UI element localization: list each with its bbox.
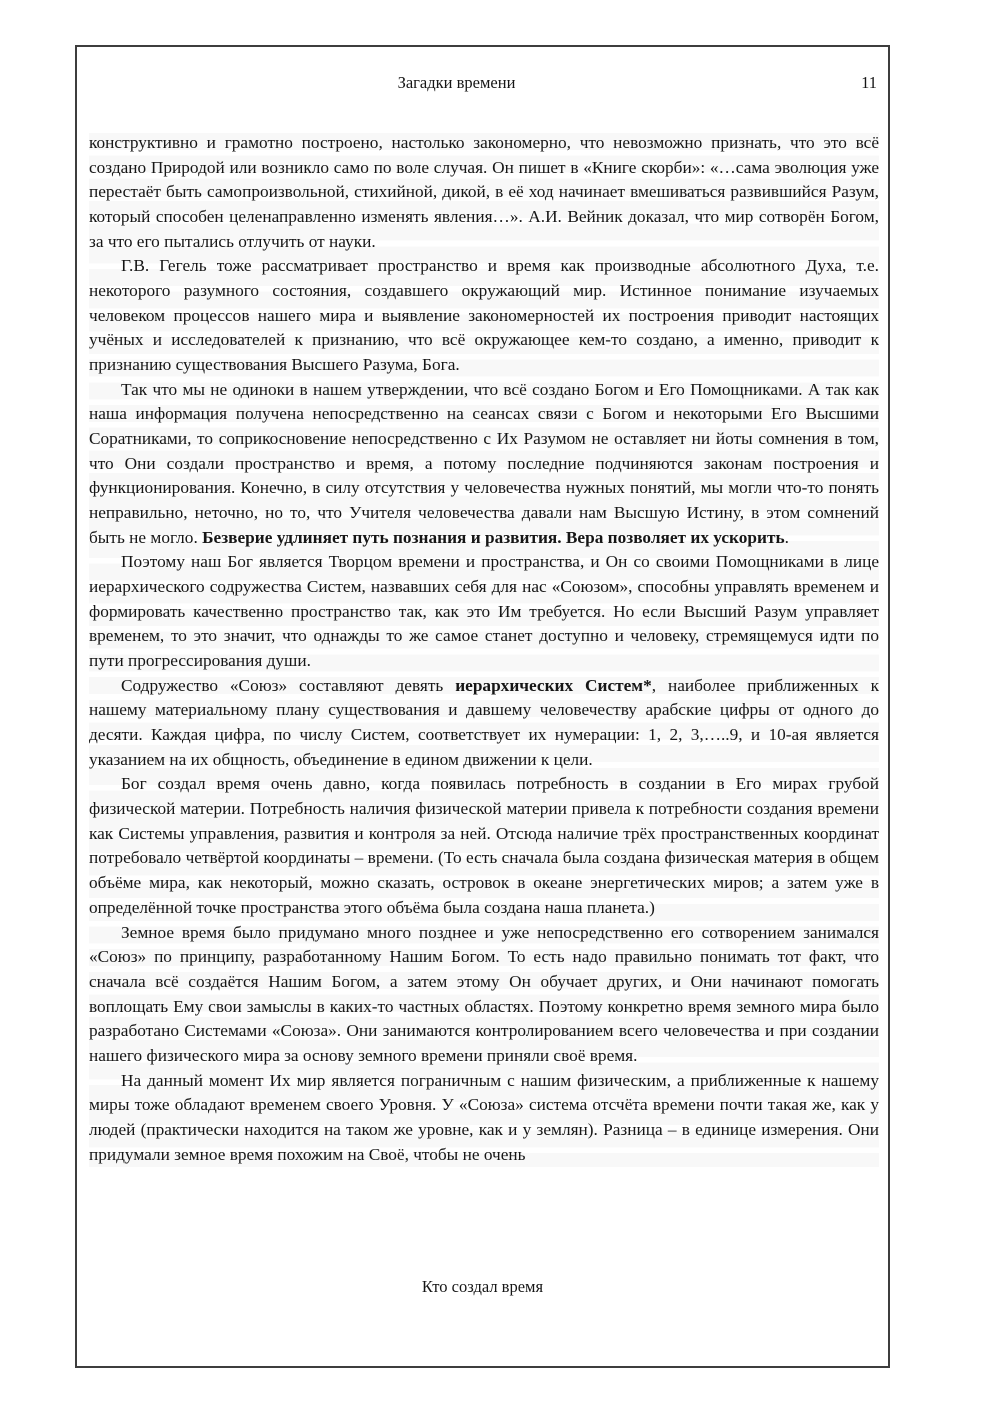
footer-title: Кто создал время bbox=[421, 1277, 544, 1296]
paragraph-8 bbox=[89, 1069, 879, 1168]
bold-text-run: Безверие удлиняет путь познания и развития. Вера позволяет их ускорить bbox=[202, 527, 785, 547]
page-footer bbox=[77, 1275, 888, 1299]
paragraph-2 bbox=[89, 254, 879, 377]
text-run: Земное время было придумано много позднее и уже непосредственно его сотворением занимался «Союз» по принципу, разработанному Нашим Богом. То есть надо правильно понимать тот факт, что сначала всё создаётся Нашим Богом, а затем этому Он обучает других, и Они начинают помогать воплощать Ему свои замыслы в каких-то частных областях. Поэтому конкретно время земного мира было разработано Системами «Союза». Они занимаются контролированием всего человечества и при создании нашего физического мира за основу земного времени приняли своё время. bbox=[89, 922, 879, 1065]
running-title: Загадки времени bbox=[397, 73, 516, 92]
paragraph-5 bbox=[89, 674, 879, 773]
paragraph-7 bbox=[89, 921, 879, 1069]
paragraph-4 bbox=[89, 550, 879, 673]
page-frame bbox=[75, 45, 890, 1368]
text-run: . bbox=[784, 527, 789, 547]
text-run: Г.В. Гегель тоже рассматривает пространство и время как производные абсолютного Духа, т.е. некоторого разумного состояния, создавшего окружающий мир. Истинное понимание изучаемых человеком процессов нашего мира и выявление закономерностей их построения приводит настоящих учёных и исследователей к признанию, что всё окружающее кем-то создано, а именно, приводит к признанию существования Высшего Разума, Бога. bbox=[89, 256, 879, 375]
paragraph-6 bbox=[89, 772, 879, 920]
paragraph-3 bbox=[89, 378, 879, 551]
text-run: Так что мы не одиноки в нашем утверждении, что всё создано Богом и Его Помощниками. А так как наша информация получена непосредственно на сеансах связи с Богом и некоторыми Его Высшими Соратниками, то соприкосновение непосредственно с Их Разумом не оставляет ни йоты сомнения в том, что Они создали пространство и время, а потому последние подчиняются законам построения и функционирования. Конечно, в силу отсутствия у человечества нужных понятий, мы могли что-то понять неправильно, неточно, но то, что Учителя человечества давали нам Высшую Истину, в этом сомнений быть не могло. bbox=[89, 379, 879, 547]
text-run: конструктивно и грамотно построено, настолько закономерно, что невозможно признать, что это всё создано Природой или возникло само по воле случая. Он пишет в «Книге скорби»: «…сама эволюция уже перестаёт быть самопроизвольной, стихийной, дикой, в её ход начинает вмешиваться развившийся Разум, который способен целенаправленно изменять явления…». А.И. Вейник доказал, что мир сотворён Богом, за что его пытались отлучить от науки. bbox=[89, 133, 879, 251]
text-run: Содружество «Союз» составляют девять bbox=[121, 675, 456, 695]
bold-text-run: иерархических Систем* bbox=[455, 675, 652, 695]
paragraph-1 bbox=[89, 131, 879, 254]
text-run: Бог создал время очень давно, когда появилась потребность в создании в Его мирах грубой физической материи. Потребность наличия физической материи привела к потребности создания времени как Системы управления, развития и контроля за ней. Отсюда наличие трёх пространственных координат потребовало четвёртой координаты – времени. (То есть сначала была создана физическая материя в общем объёме мира, как некоторый, можно сказать, островок в океане энергетических миров; а затем уже в определённой точке пространства этого объёма была создана наша планета.) bbox=[89, 774, 879, 917]
text-run: , наиболее приближенных к нашему материальному плану существования и давшему человечеству арабские цифры от одного до десяти. Каждая цифра, по числу Систем, соответствует их нумерации: 1, 2, 3,…..9, и 10-ая является указанием на их общность, объединение в едином движении к цели. bbox=[89, 675, 879, 769]
page-number: 11 bbox=[861, 73, 877, 92]
text-run: На данный момент Их мир является пограничным с нашим физическим, а приближенные к нашему миры тоже обладают временем своего Уровня. У «Союза» система отсчёта времени почти такая же, как у людей (практически находится на таком же уровне, как и у землян). Разница – в единице измерения. Они придумали земное время похожим на Своё, чтобы не очень bbox=[89, 1070, 879, 1164]
text-run: Поэтому наш Бог является Творцом времени и пространства, и Он со своими Помощниками в лице иерархического содружества Систем, назвавших себя для нас «Союзом», способны управлять временем и формировать качественно пространство так, как это Им требуется. Но если Высший Разум управляет временем, то это значит, что однажды то же самое станет доступно и человеку, стремящемуся идти по пути прогрессирования души. bbox=[89, 552, 879, 671]
body-text bbox=[89, 131, 879, 1167]
page-header bbox=[77, 71, 888, 95]
